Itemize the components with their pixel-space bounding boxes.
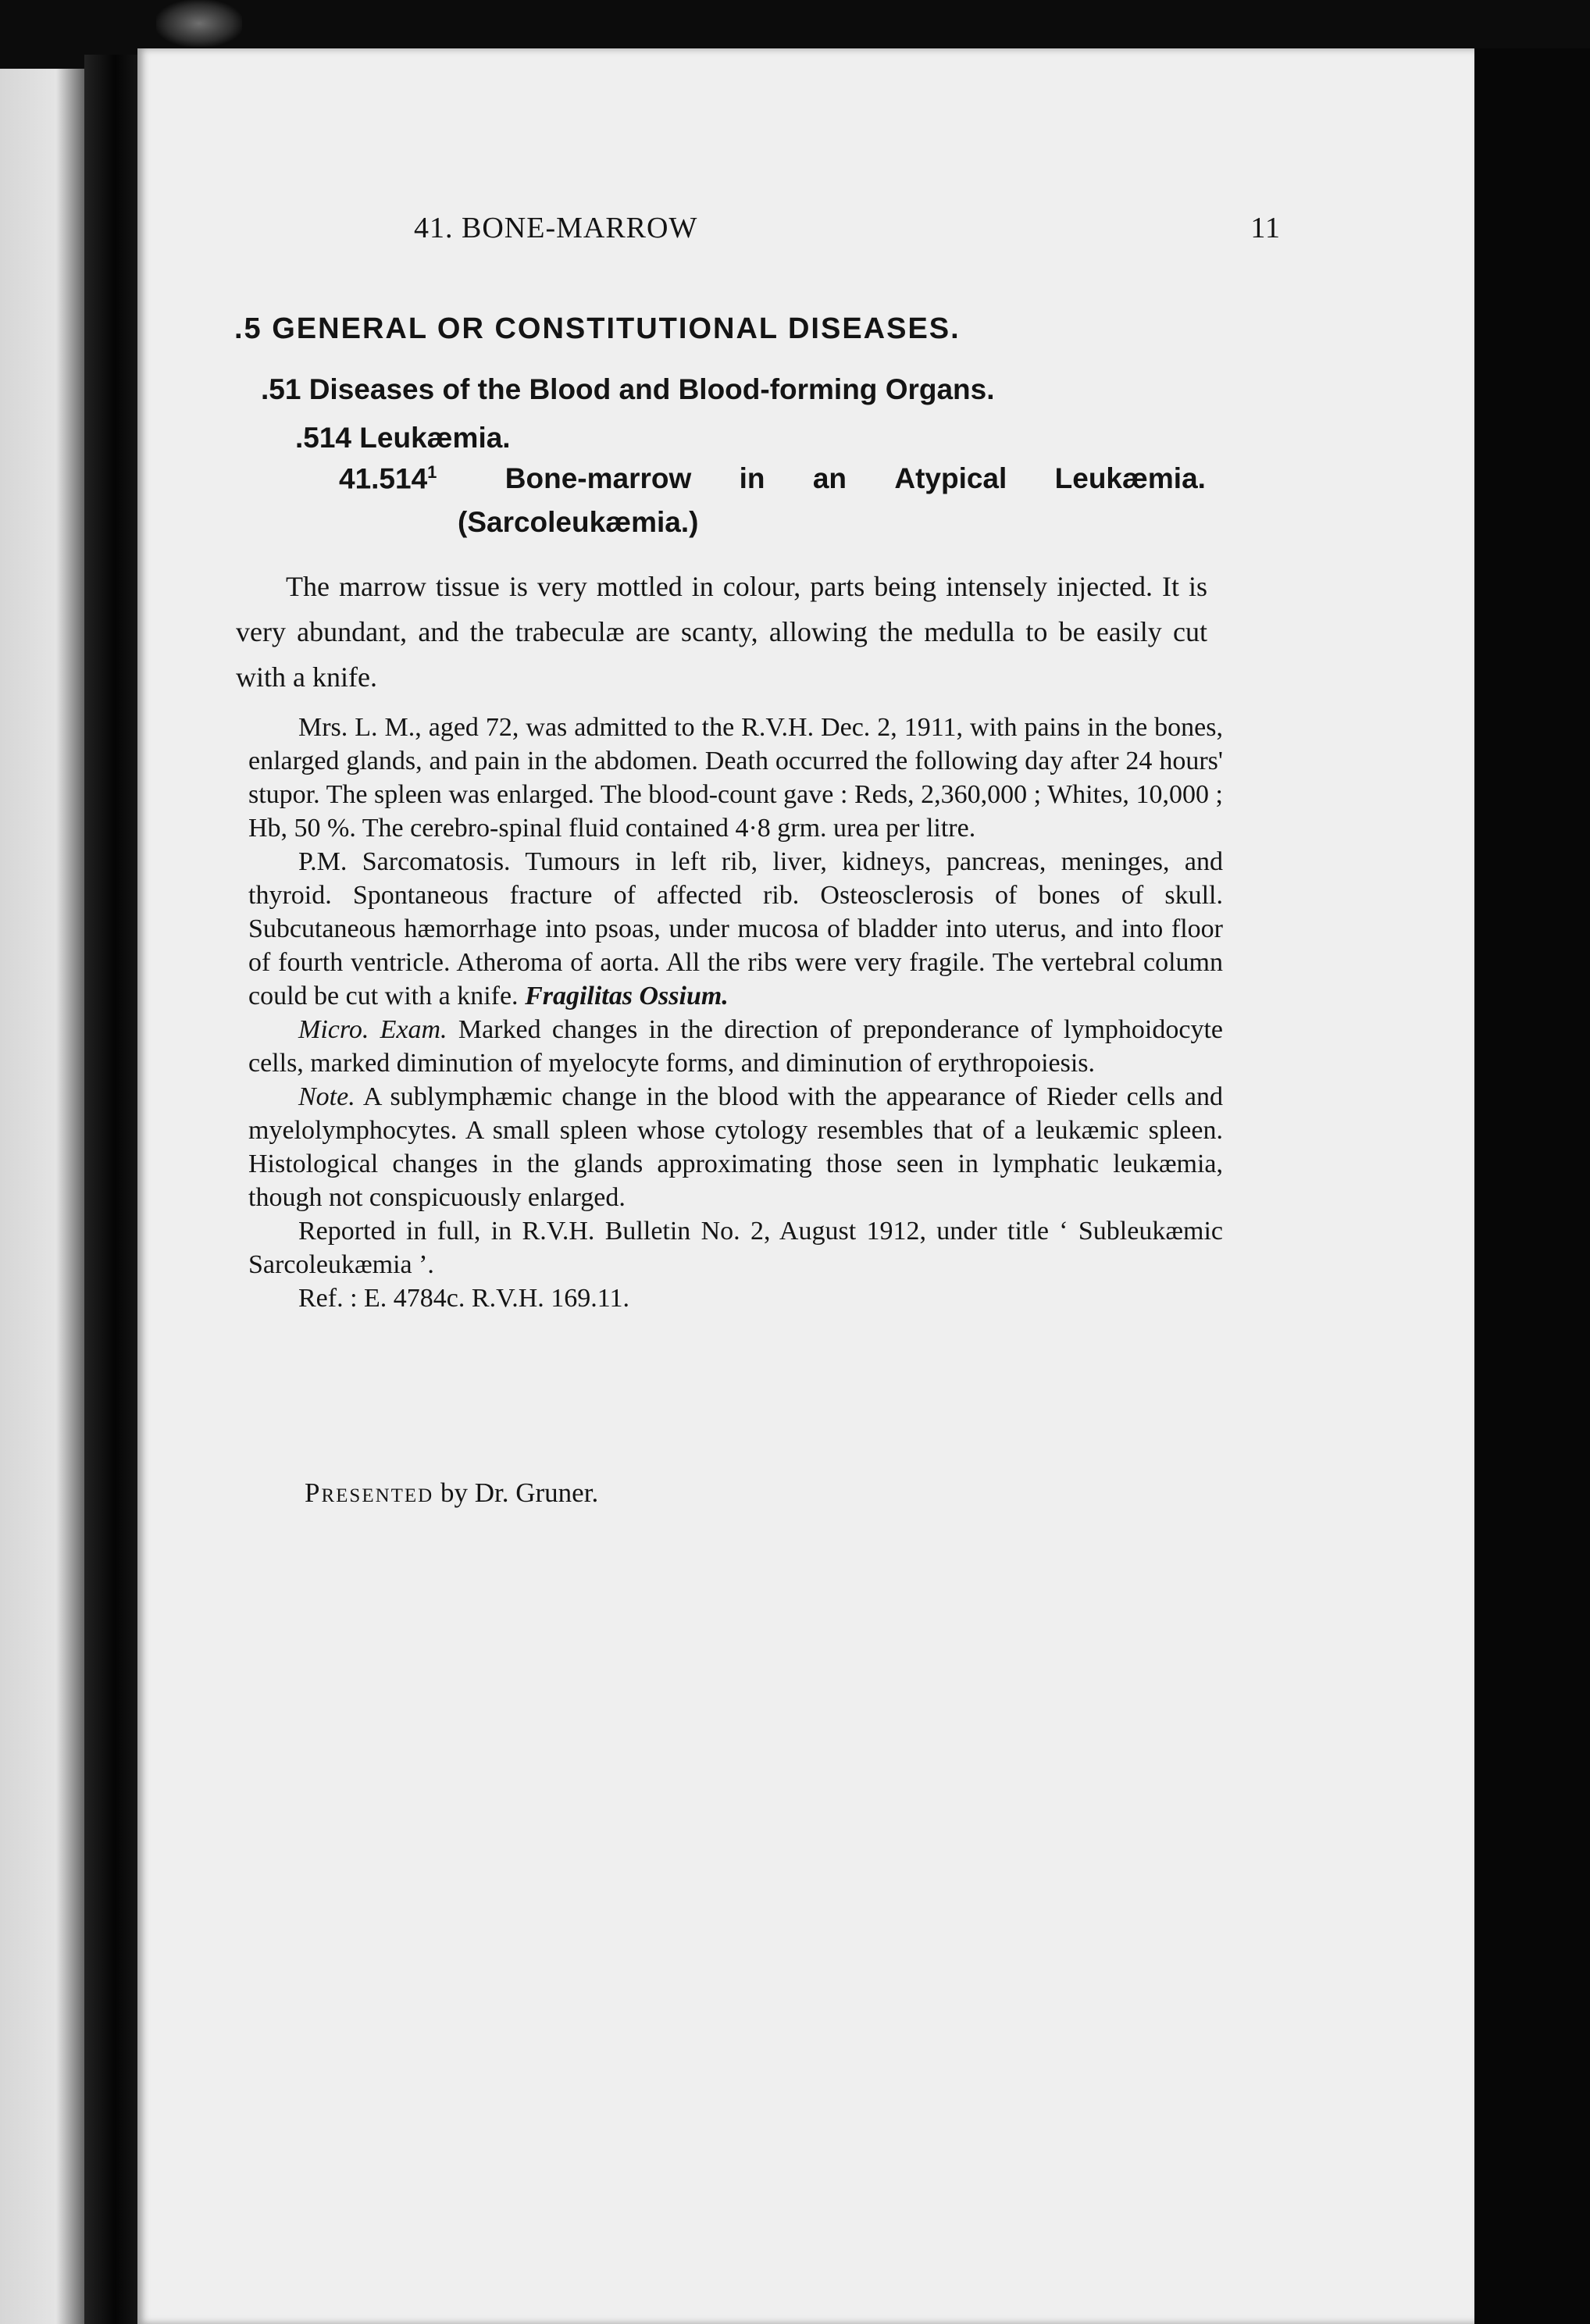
note-text: A sublymphæmic change in the blood with the appearance of Rieder cells and myelolymphocytes. A small spleen whose cytology resembles that of a leukæmic spleen. Histological changes in the glands approximating those seen in lymphatic leukæmia, though not conspicuously enlarged. <box>248 1082 1223 1212</box>
scan-artifact <box>156 0 242 47</box>
presented-label: Presented <box>305 1477 434 1508</box>
specimen-title-word: in <box>739 462 765 494</box>
adjacent-page-edge <box>0 69 94 2324</box>
specimen-title-word: Atypical <box>894 462 1007 494</box>
reported-paragraph: Reported in full, in R.V.H. Bulletin No. 2, August 1912, under title ‘ Subleukæmic Sarcoleukæmia ’. <box>248 1217 1223 1279</box>
note-paragraph <box>248 1080 1223 1214</box>
specimen-description <box>236 564 1207 700</box>
presented-text: by Dr. Gruner. <box>433 1477 599 1508</box>
micro-exam-label: Micro. Exam. <box>298 1015 447 1044</box>
specimen-title-word: an <box>812 462 847 494</box>
specimen-subtitle: (Sarcoleukæmia.) <box>458 506 699 538</box>
running-head-title: 41. BONE-MARROW <box>414 212 698 244</box>
specimen-number-superscript: 1 <box>427 462 437 482</box>
micro-exam-text: Marked changes in the direction of preponderance of lymphoidocyte cells, marked diminution of myelocyte forms, and diminution of erythropoiesis. <box>248 1015 1223 1078</box>
specimen-title-word: Leukæmia. <box>1054 462 1206 494</box>
description-paragraph: The marrow tissue is very mottled in colour, parts being intensely injected. It is very abundant, and the trabeculæ are scanty, allowing the medulla to be easily cut with a knife. <box>236 571 1207 693</box>
specimen-heading <box>339 462 1206 495</box>
post-mortem-label: P.M. <box>298 847 348 876</box>
section-heading: .5 GENERAL OR CONSTITUTIONAL DISEASES. <box>234 312 961 345</box>
micro-exam-paragraph <box>248 1013 1223 1080</box>
post-mortem-text: Sarcomatosis. Tumours in left rib, liver, kidneys, pancreas, meninges, and thyroid. Spontaneous fracture of affected rib. Osteosclerosis of bones of skull. Subcutaneous hæmorrhage into psoas, under mucosa of bladder into uterus, and into floor of fourth ventricle. Atheroma of aorta. All the ribs were very fragile. The vertebral column could be cut with a knife. <box>248 847 1223 1011</box>
specimen-number: 41.514$^1$ <box>339 462 437 495</box>
presented-line <box>305 1477 598 1509</box>
post-mortem-diagnosis: Fragilitas Ossium. <box>525 982 729 1011</box>
case-notes <box>248 711 1223 1315</box>
case-history: Mrs. L. M., aged 72, was admitted to the R.V.H. Dec. 2, 1911, with pains in the bones, enlarged glands, and pain in the abdomen. Death occurred the following day after 24 hours' stupor. The spleen was enlarged. The blood-count gave : Reds, 2,360,000 ; Whites, 10,000 ; Hb, 50 %. The cerebro-spinal fluid contained 4·8 grm. urea per litre. <box>248 713 1223 843</box>
specimen-title-word: Bone-marrow <box>504 462 692 494</box>
note-label: Note. <box>298 1082 355 1111</box>
scan-background <box>1474 48 1590 2324</box>
reference-line: Ref. : E. 4784c. R.V.H. 169.11. <box>298 1284 630 1313</box>
subsection-heading: .51 Diseases of the Blood and Blood-forming Organs. <box>261 373 995 405</box>
subsubsection-heading: .514 Leukæmia. <box>295 422 511 454</box>
book-gutter <box>84 55 145 2324</box>
post-mortem-paragraph <box>248 845 1223 1013</box>
page-number: 11 <box>1250 212 1281 244</box>
